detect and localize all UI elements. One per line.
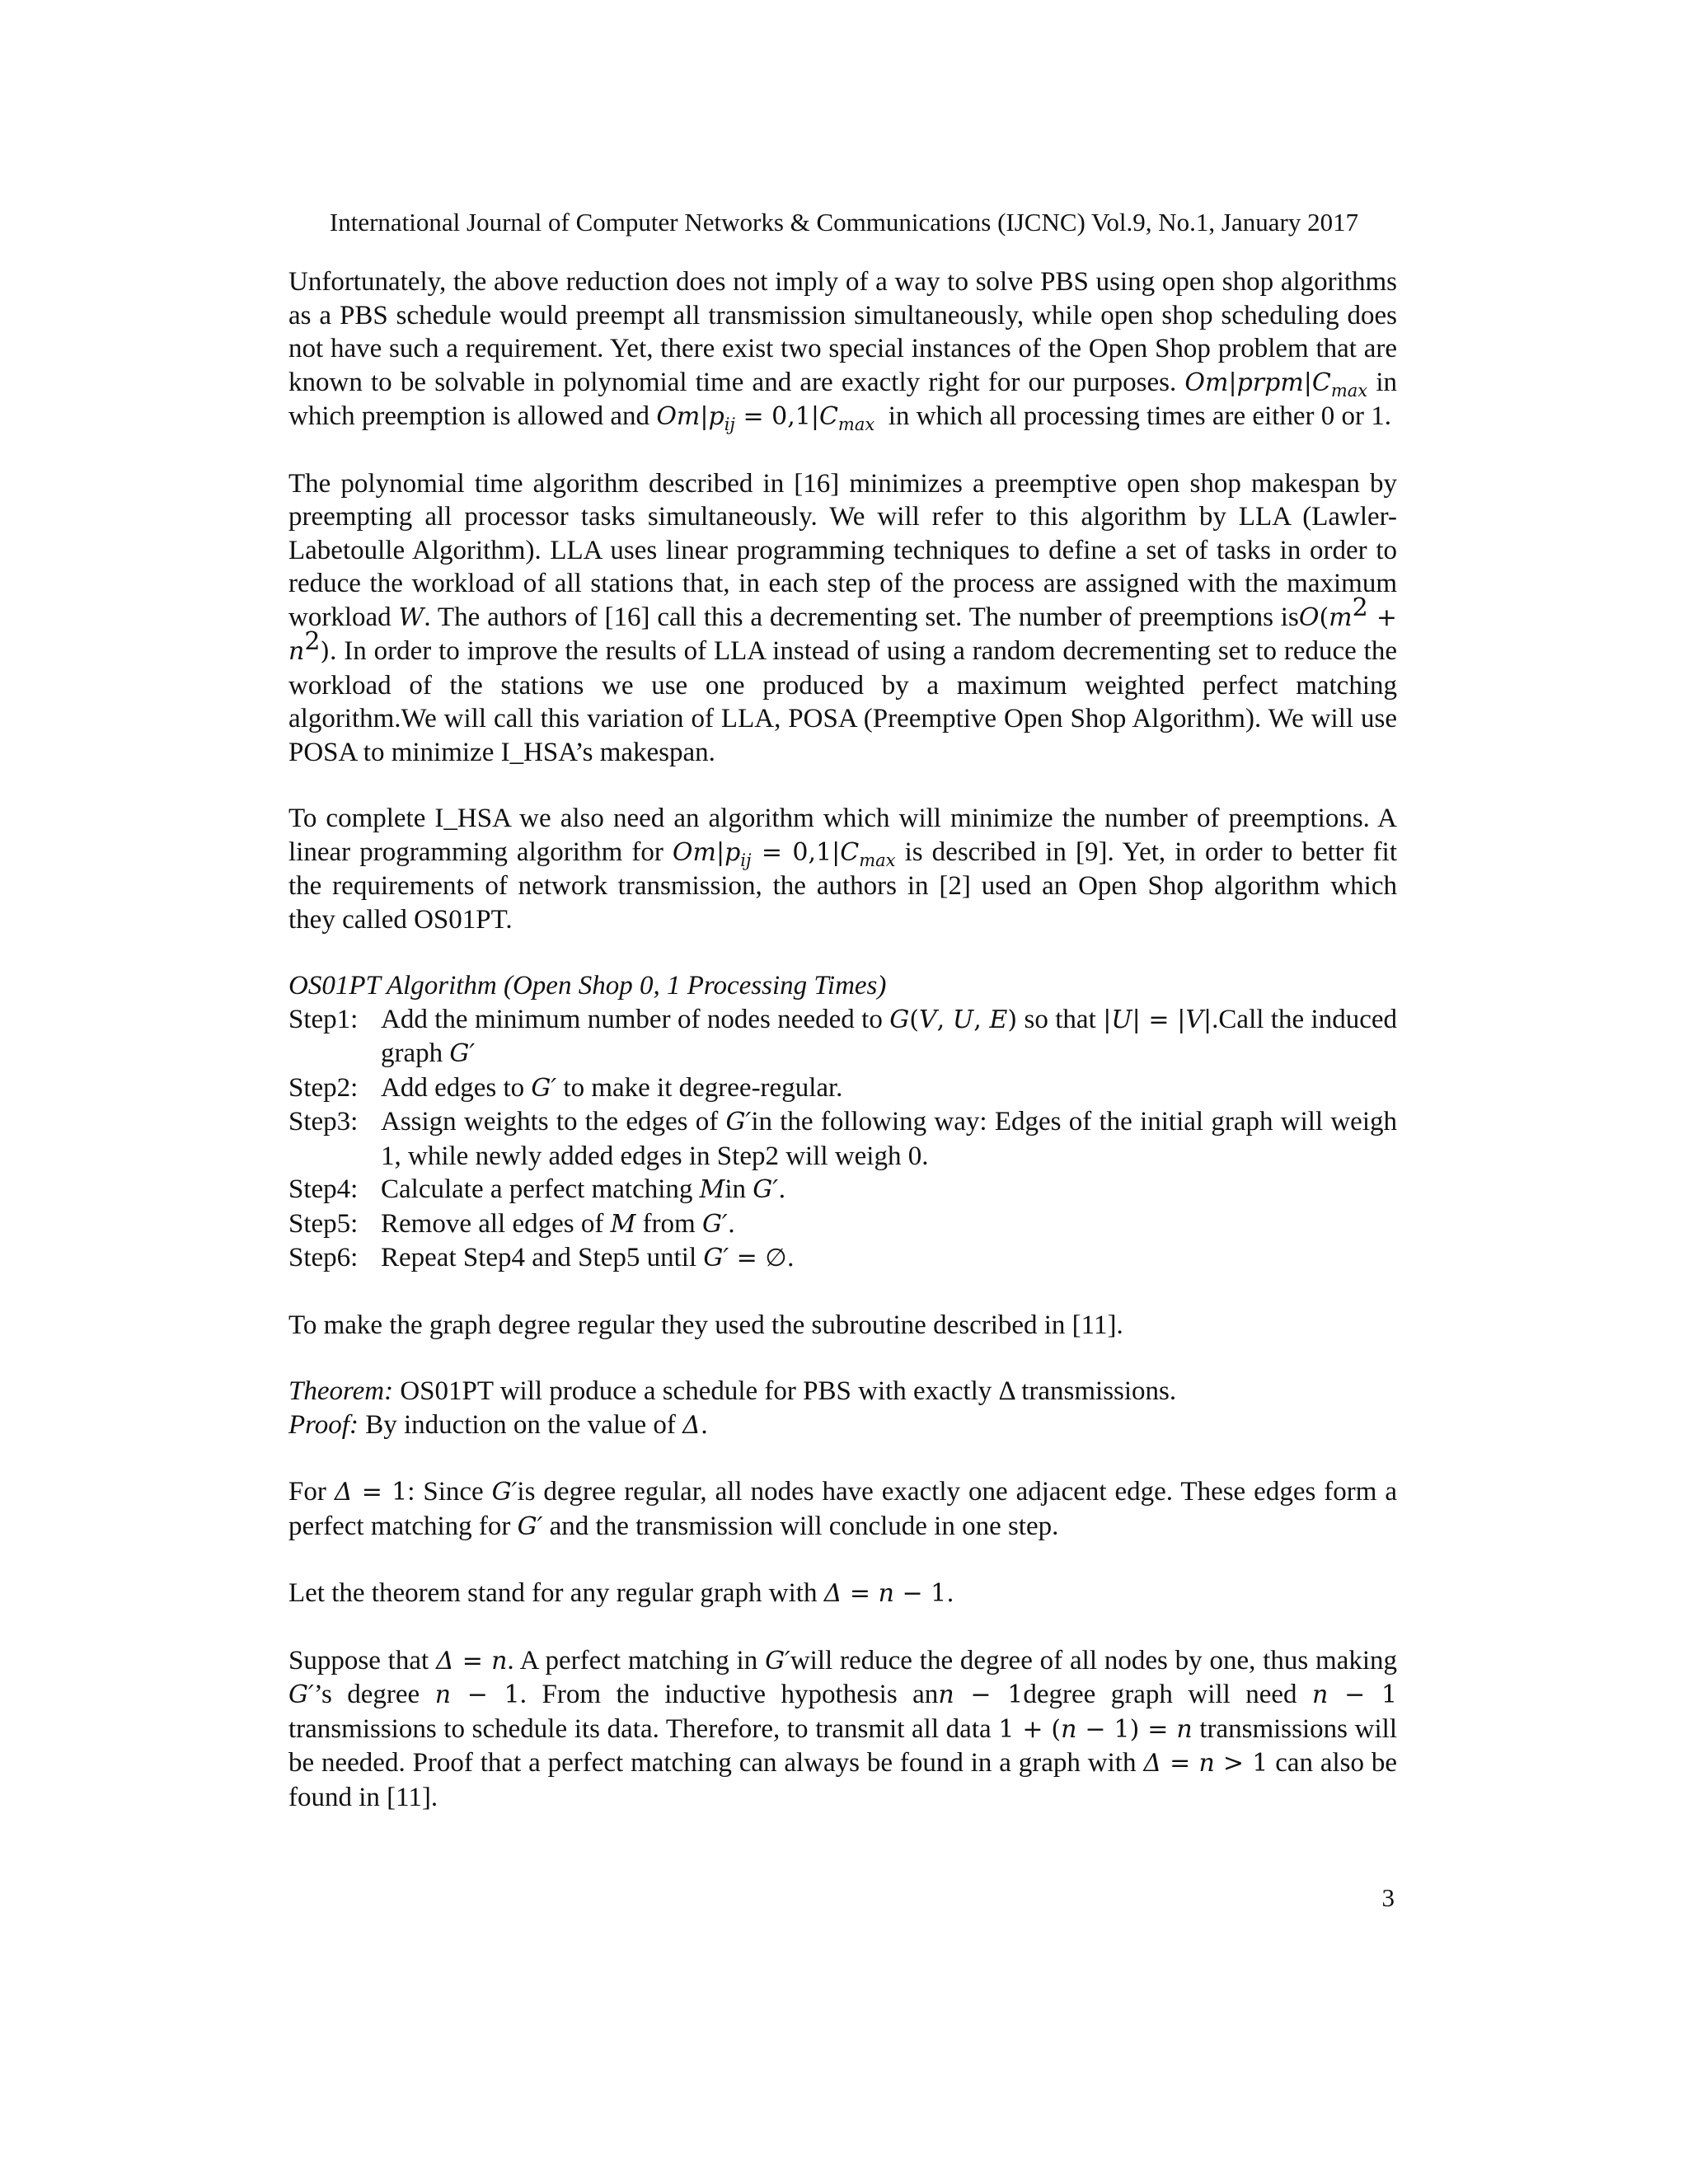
paragraph-hypothesis: Let the theorem stand for any regular graph with Δ = n − 1. (288, 1578, 954, 1608)
algorithm-step (288, 1105, 1397, 1173)
step-text: Calculate a perfect matching Min G′. (381, 1174, 786, 1204)
step-text: Remove all edges of M from G′. (381, 1208, 736, 1239)
paragraph-lla: The polynomial time algorithm described in [16] minimizes a preemptive open shop makespan by preempting all processor tasks simultaneously. We will refer to this algorithm by LLA (Lawler-Labetoulle Algorithm). LLA uses linear programming techniques to define a set of tasks in order to reduce the workload of all stations that, in each step of the process are assigned with the maximum workload W. The authors of [16] call this a decrementing set. The number of preemptions $isO(m^2 + n^2)$. In order to improve the results of LLA instead of using a random decrementing set to reduce the workload of the stations we use one produced by a maximum weighted perfect matching algorithm.We will call this variation of LLA, POSA (Preemptive Open Shop Algorithm). We will use POSA to minimize I_HSA’s makespan. (288, 468, 1398, 767)
proof: Proof: By induction on the value of Δ. (288, 1409, 709, 1440)
step-label: Step2: (288, 1072, 359, 1103)
algorithm-step (288, 1207, 1397, 1242)
theorem: Theorem: OS01PT will produce a schedule for PBS with exactly Δ transmissions. (288, 1376, 1177, 1406)
step-label: Step5: (288, 1208, 359, 1239)
paragraph-subroutine: To make the graph degree regular they used the subroutine described in [11]. (288, 1310, 1123, 1340)
step-text: Repeat Step4 and Step5 until G′ = ∅. (381, 1243, 795, 1272)
theorem-label: Theorem: (288, 1376, 394, 1406)
algorithm-step (288, 1003, 1397, 1071)
step-label: Step4: (288, 1174, 359, 1204)
page-number: 3 (1381, 1883, 1395, 1912)
proof-label: Proof: (288, 1409, 359, 1440)
paragraph-base-case: For Δ = 1: Since G′is degree regular, all nodes have exactly one adjacent edge. These edges form a perfect matching for G′ and the transmission will conclude in one step. (288, 1477, 1398, 1541)
step-label: Step1: (288, 1004, 359, 1034)
algorithm-step (288, 1071, 1397, 1106)
algorithm-title: OS01PT Algorithm (Open Shop 0, 1 Processing Times) (288, 971, 887, 1001)
step-label: Step3: (288, 1107, 359, 1137)
algorithm-step (288, 1173, 1397, 1207)
step-label: Step6: (288, 1243, 359, 1272)
step-text: Add the minimum number of nodes needed to G(V, U, E) so that |U| = |V|.Call the induced graph G′ (381, 1004, 1398, 1068)
paragraph-reduction: Unfortunately, the above reduction does not imply of a way to solve PBS using open shop algorithms as a PBS schedule would preempt all transmission simultaneously, while open shop scheduling does not have such a requirement. Yet, there exist two special instances of the Open Shop problem that are known to be solvable in polynomial time and are exactly right for our purposes. $Om|prpm|C_{max}$ in which preemption is allowed and $Om|p_{ij} = 0,1|C_{max}$ in which all processing times are either 0 or 1. (288, 267, 1397, 434)
algorithm-step (288, 1241, 1397, 1276)
paragraph-inductive-step: Suppose that Δ = n. A perfect matching in G′will reduce the degree of all nodes by one, thus making G′’s degree n − 1. From the inductive hypothesis ann − 1degree graph will need n − 1 transmissions to schedule its data. Therefore, to transmit all data 1 + (n − 1) = n transmissions will be needed. Proof that a perfect matching can always be found in a graph with Δ = n > 1 can also be found in [11]. (288, 1645, 1398, 1812)
page-body (288, 265, 1397, 1814)
step-text: Add edges to G′ to make it degree-regular. (381, 1072, 843, 1103)
journal-header: International Journal of Computer Networks & Communications (IJCNC) Vol.9, No.1, January 2017 (329, 208, 1359, 237)
step-text: Assign weights to the edges of G′in the following way: Edges of the initial graph will weigh 1, while newly added edges in Step2 will weigh 0. (381, 1107, 1397, 1171)
paragraph-os01pt-intro: To complete I_HSA we also need an algorithm which will minimize the number of preemptions. A linear programming algorithm for $Om|p_{ij} = 0,1|C_{max}$ is described in [9]. Yet, in order to better fit the requirements of network transmission, the authors in [2] used an Open Shop algorithm which they called OS01PT. (288, 804, 1398, 935)
